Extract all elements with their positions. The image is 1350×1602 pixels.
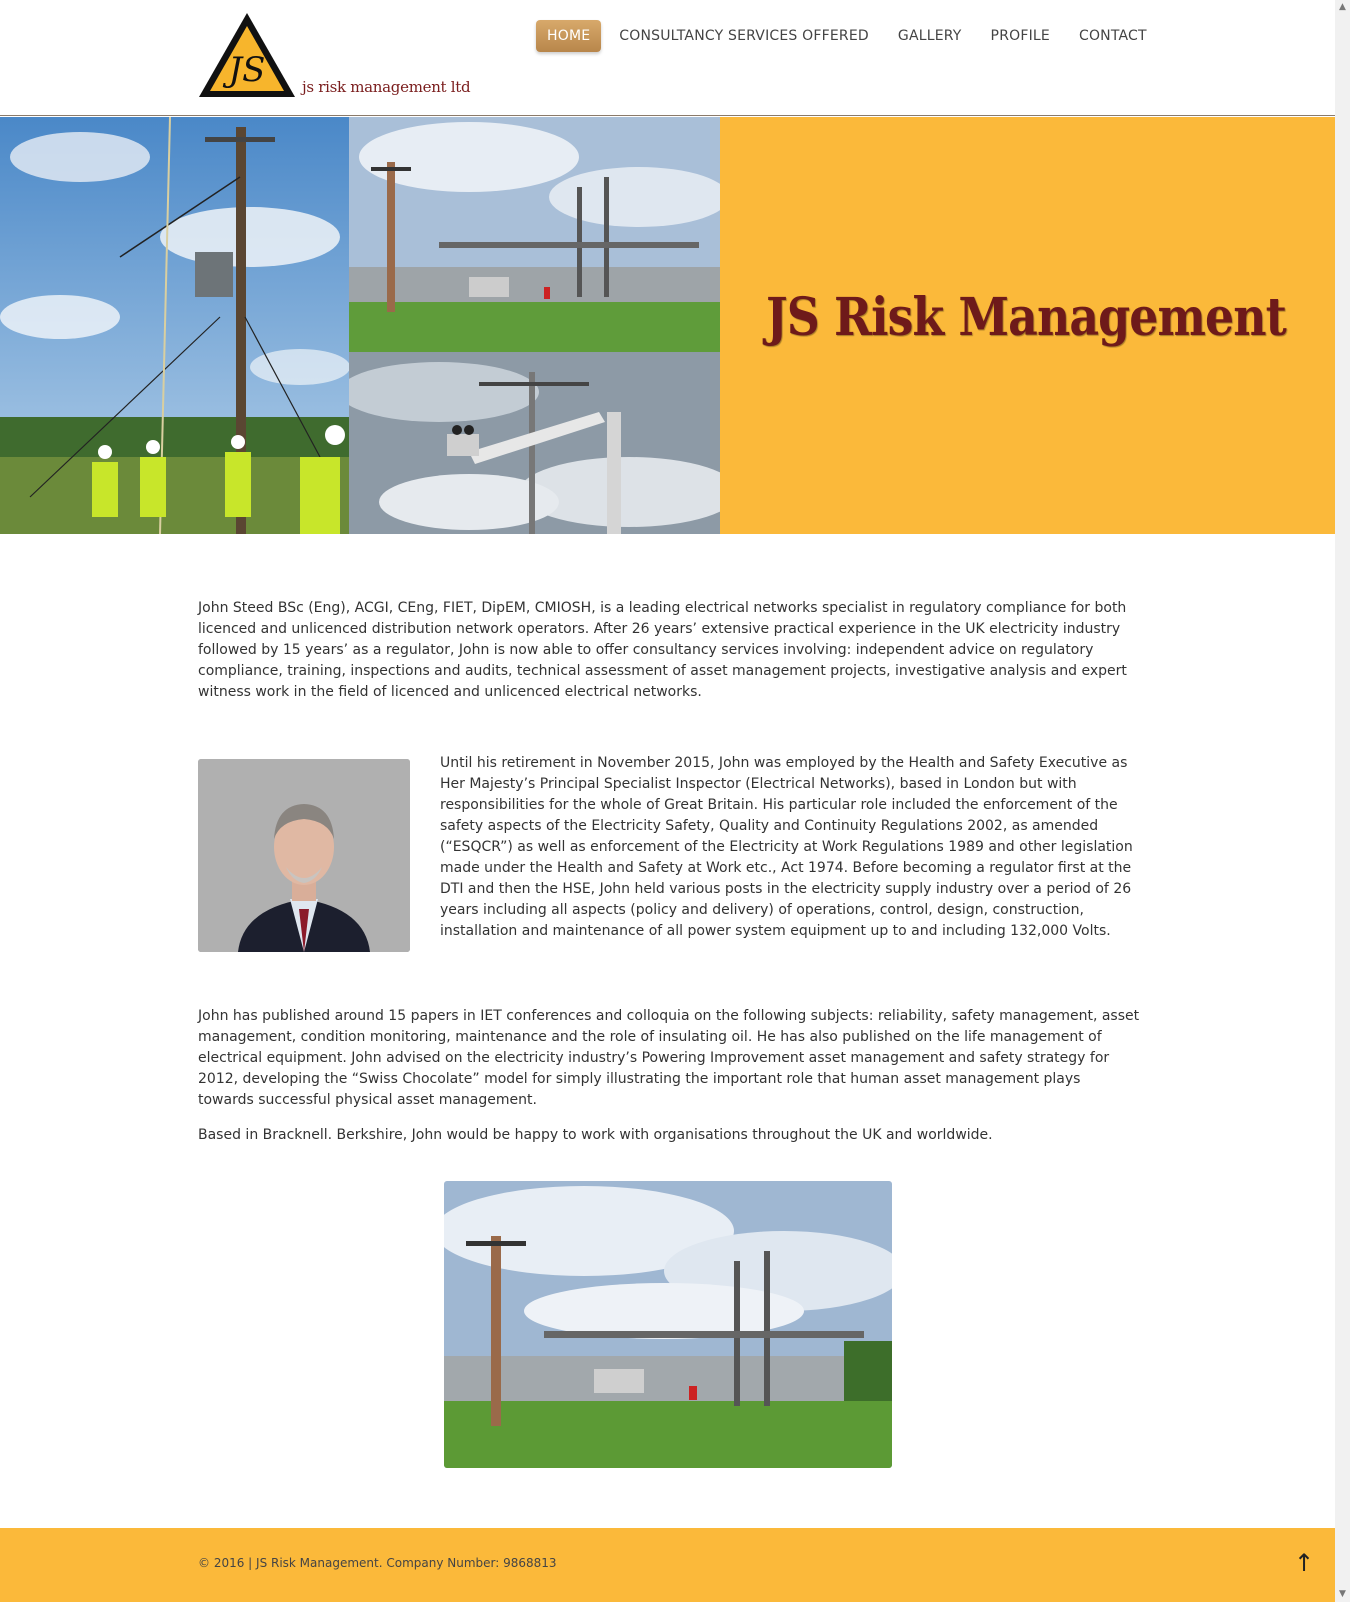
scroll-up-icon[interactable]: ▲ (1339, 2, 1346, 12)
hero-title: JS Risk Management (766, 287, 1286, 348)
footer-copyright: © 2016 | JS Risk Management. Company Number: 9868813 (198, 1556, 557, 1570)
bio-paragraph: Until his retirement in November 2015, John was employed by the Health and Safety Executive as Her Majesty’s Principal Specialist Inspector (Electrical Networks), based in London but with responsibilities for the whole of Great Britain. His particular role included the enforcement of the safety aspects of the Electricity Safety, Quality and Continuity Regulations 2002, as amended (“ESQCR”) as well as enforcement of the Electricity at Work Regulations 1989 and other legislation made under the Health and Safety at Work etc., Act 1974. Before becoming a regulator first at the DTI and then the HSE, John held various posts in the electricity supply industry over a period of 26 years including all aspects (policy and delivery) of operations, control, design, construction, installation and maintenance of all power system equipment up to and including 132,000 Volts. (440, 755, 1133, 939)
hero-photo-linesmen (0, 117, 349, 534)
john-steed-portrait (198, 759, 410, 952)
location-paragraph: Based in Bracknell. Berkshire, John would be happy to work with organisations throughout the UK and worldwide. (198, 1127, 993, 1143)
back-to-top-arrow-icon[interactable]: ↑ (1294, 1549, 1315, 1577)
nav-contact[interactable]: CONTACT (1078, 28, 1147, 44)
substation-photo (444, 1181, 892, 1468)
logo-letters: JS (228, 50, 266, 90)
nav-gallery[interactable]: GALLERY (897, 28, 962, 44)
site-footer (0, 1528, 1335, 1602)
scroll-down-icon[interactable]: ▼ (1339, 1589, 1346, 1599)
publications-paragraph: John has published around 15 papers in IET conferences and colloquia on the following subjects: reliability, safety management, asset management, condition monitoring, maintenance and the role of insulating oil. He has also published on the life management of electrical equipment. John advised on the electricity industry’s Powering Improvement asset management and safety strategy for 2012, developing the “Swiss Chocolate” model for simply illustrating the important role that human asset management plays towards successful physical asset management. (198, 1008, 1140, 1108)
nav-profile[interactable]: PROFILE (990, 28, 1050, 44)
hero-photo-substation (349, 117, 720, 352)
hero-banner (0, 117, 1335, 534)
logo-text[interactable]: js risk management ltd (302, 78, 471, 96)
nav-home[interactable]: HOME (536, 20, 601, 52)
hero-photo-bucket-truck (349, 352, 720, 534)
intro-paragraph: John Steed BSc (Eng), ACGI, CEng, FIET, DipEM, CMIOSH, is a leading electrical networks specialist in regulatory compliance for both licenced and unlicenced distribution network operators. After 26 years’ extensive practical experience in the UK electricity industry followed by 15 years’ as a regulator, John is now able to offer consultancy services involving: independent advice on regulatory compliance, training, inspections and audits, technical assessment of asset management projects, investigative analysis and expert witness work in the field of licenced and unlicenced electrical networks. (198, 600, 1127, 700)
main-nav (536, 20, 1165, 52)
page-scrollbar[interactable] (1335, 0, 1350, 1602)
site-header (0, 0, 1335, 116)
nav-consultancy-services[interactable]: CONSULTANCY SERVICES OFFERED (619, 28, 869, 44)
